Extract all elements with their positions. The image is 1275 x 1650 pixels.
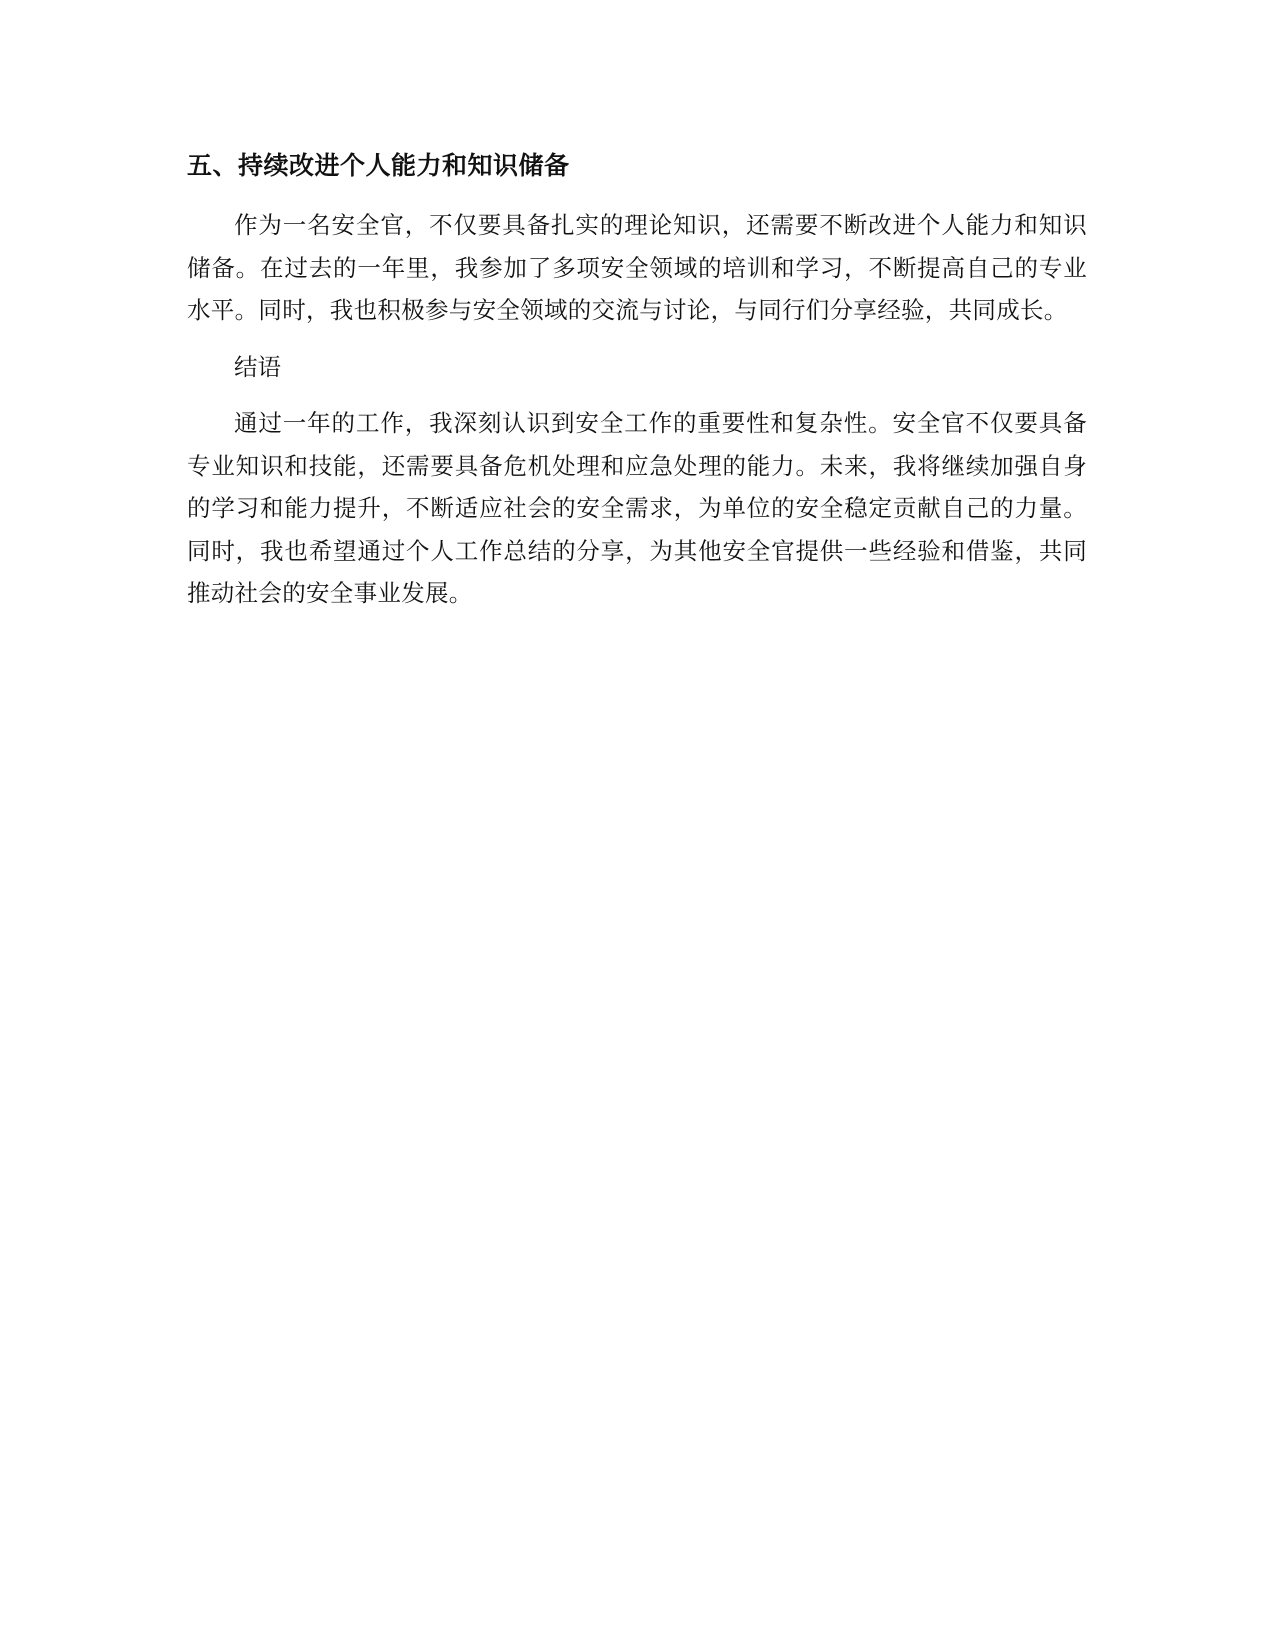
document-body bbox=[187, 148, 1087, 629]
conclusion-paragraph: 通过一年的工作，我深刻认识到安全工作的重要性和复杂性。安全官不仅要具备专业知识和技能，还需要具备危机处理和应急处理的能力。未来，我将继续加强自身的学习和能力提升，不断适应社会的安全需求，为单位的安全稳定贡献自己的力量。同时，我也希望通过个人工作总结的分享，为其他安全官提供一些经验和借鉴，共同推动社会的安全事业发展。 bbox=[187, 409, 1087, 607]
section-paragraph: 作为一名安全官，不仅要具备扎实的理论知识，还需要不断改进个人能力和知识储备。在过去的一年里，我参加了多项安全领域的培训和学习，不断提高自己的专业水平。同时，我也积极参与安全领域的交流与讨论，与同行们分享经验，共同成长。 bbox=[187, 211, 1087, 324]
section-heading: 五、持续改进个人能力和知识储备 bbox=[187, 151, 570, 180]
conclusion-heading: 结语 bbox=[234, 352, 281, 381]
